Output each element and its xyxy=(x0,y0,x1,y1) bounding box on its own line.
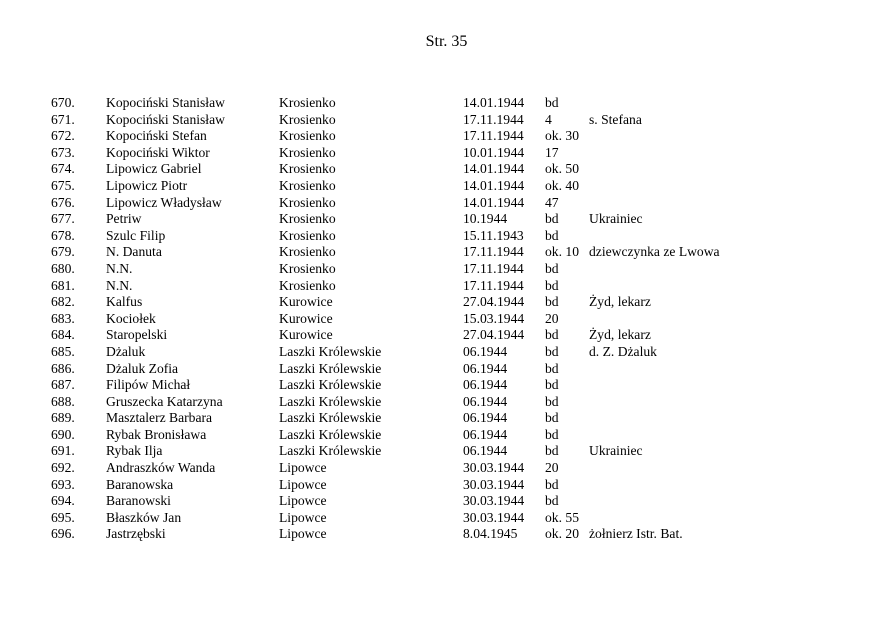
entry-place: Laszki Królewskie xyxy=(279,377,382,393)
entry-row xyxy=(0,112,893,129)
entry-number: 677. xyxy=(51,211,75,227)
entry-number: 676. xyxy=(51,194,75,210)
entry-name: Błaszków Jan xyxy=(106,509,182,525)
page-number: Str. 35 xyxy=(425,33,468,50)
entry-name: Gruszecka Katarzyna xyxy=(106,393,223,409)
entry-name: Lipowicz Gabriel xyxy=(106,161,202,177)
entry-place: Krosienko xyxy=(279,111,336,127)
entry-place: Krosienko xyxy=(279,277,336,293)
entry-date: 17.11.1944 xyxy=(463,111,524,127)
entry-row xyxy=(0,377,893,394)
entry-place: Krosienko xyxy=(279,95,336,110)
entry-name: Baranowska xyxy=(106,476,174,492)
entry-row xyxy=(0,410,893,427)
entry-number: 696. xyxy=(51,526,75,542)
entry-number: 671. xyxy=(51,111,75,127)
entry-date: 30.03.1944 xyxy=(463,493,525,509)
entry-age: ok. 20 xyxy=(545,526,579,542)
entry-date: 30.03.1944 xyxy=(463,476,525,492)
entry-name: Kalfus xyxy=(106,294,143,310)
entry-row xyxy=(0,526,893,543)
entry-place: Laszki Królewskie xyxy=(279,426,382,442)
entry-age: 4 xyxy=(545,111,552,127)
entry-date: 06.1944 xyxy=(463,393,508,409)
entry-age: bd xyxy=(545,426,559,442)
entry-row xyxy=(0,195,893,212)
entry-row xyxy=(0,510,893,527)
entry-place: Krosienko xyxy=(279,161,336,177)
entry-row xyxy=(0,311,893,328)
entry-number: 679. xyxy=(51,244,75,260)
entry-date: 15.11.1943 xyxy=(463,227,524,243)
entry-age: bd xyxy=(545,211,559,227)
entry-name: Kopociński Stefan xyxy=(106,128,207,144)
entry-name: Kopociński Stanisław xyxy=(106,111,225,127)
entry-date: 27.04.1944 xyxy=(463,327,525,343)
entry-date: 30.03.1944 xyxy=(463,460,525,476)
entry-name: Jastrzębski xyxy=(106,526,166,542)
entry-place: Lipowce xyxy=(279,460,327,476)
entry-row xyxy=(0,211,893,228)
entry-row xyxy=(0,344,893,361)
entry-date: 06.1944 xyxy=(463,426,508,442)
entry-place: Krosienko xyxy=(279,211,336,227)
entry-name: Petriw xyxy=(106,211,142,227)
entry-age: bd xyxy=(545,393,559,409)
entry-note: d. Z. Dżaluk xyxy=(589,343,657,359)
entry-row xyxy=(0,361,893,378)
entry-number: 688. xyxy=(51,393,75,409)
entry-row xyxy=(0,278,893,295)
entry-place: Kurowice xyxy=(279,327,333,343)
entry-age: bd xyxy=(545,377,559,393)
entry-date: 06.1944 xyxy=(463,410,508,426)
entry-name: Andraszków Wanda xyxy=(106,460,216,476)
entry-age: bd xyxy=(545,95,559,110)
entry-name: Rybak Ilja xyxy=(106,443,163,459)
entries-list xyxy=(0,95,893,543)
entry-place: Krosienko xyxy=(279,144,336,160)
entry-date: 14.01.1944 xyxy=(463,161,525,177)
entry-number: 672. xyxy=(51,128,75,144)
entry-row xyxy=(0,261,893,278)
entry-row xyxy=(0,460,893,477)
entry-number: 675. xyxy=(51,177,75,193)
entry-row xyxy=(0,228,893,245)
entry-date: 14.01.1944 xyxy=(463,177,525,193)
entry-number: 681. xyxy=(51,277,75,293)
entry-number: 695. xyxy=(51,509,75,525)
entry-place: Kurowice xyxy=(279,310,333,326)
entry-name: Rybak Bronisława xyxy=(106,426,207,442)
entry-date: 06.1944 xyxy=(463,360,508,376)
entry-note: dziewczynka ze Lwowa xyxy=(589,244,720,260)
entry-number: 691. xyxy=(51,443,75,459)
entry-age: 17 xyxy=(545,144,559,160)
entry-number: 685. xyxy=(51,343,75,359)
entry-name: N.N. xyxy=(106,277,133,293)
entry-date: 30.03.1944 xyxy=(463,509,525,525)
entry-place: Lipowce xyxy=(279,509,327,525)
entry-age: ok. 50 xyxy=(545,161,579,177)
entry-date: 06.1944 xyxy=(463,343,508,359)
entry-age: bd xyxy=(545,476,559,492)
entry-number: 689. xyxy=(51,410,75,426)
entry-row xyxy=(0,443,893,460)
entry-place: Krosienko xyxy=(279,260,336,276)
entry-age: bd xyxy=(545,343,559,359)
entry-date: 27.04.1944 xyxy=(463,294,525,310)
entry-name: N. Danuta xyxy=(106,244,162,260)
entry-row xyxy=(0,128,893,145)
entry-place: Laszki Królewskie xyxy=(279,410,382,426)
entry-name: N.N. xyxy=(106,260,133,276)
entry-row xyxy=(0,394,893,411)
entry-note: Żyd, lekarz xyxy=(589,294,651,310)
entry-row xyxy=(0,178,893,195)
entry-age: 20 xyxy=(545,460,559,476)
entry-name: Szulc Filip xyxy=(106,227,166,243)
entry-number: 692. xyxy=(51,460,75,476)
entry-date: 17.11.1944 xyxy=(463,244,524,260)
entry-row xyxy=(0,294,893,311)
entry-number: 680. xyxy=(51,260,75,276)
entry-row xyxy=(0,327,893,344)
entry-age: bd xyxy=(545,227,559,243)
entry-name: Lipowicz Piotr xyxy=(106,177,188,193)
entry-number: 686. xyxy=(51,360,75,376)
entry-row xyxy=(0,145,893,162)
entry-place: Krosienko xyxy=(279,227,336,243)
entry-row xyxy=(0,427,893,444)
entry-number: 687. xyxy=(51,377,75,393)
entry-name: Lipowicz Władysław xyxy=(106,194,222,210)
entry-age: ok. 10 xyxy=(545,244,579,260)
entry-note: Ukrainiec xyxy=(589,211,643,227)
entry-number: 694. xyxy=(51,493,75,509)
entry-age: bd xyxy=(545,327,559,343)
entry-note: s. Stefana xyxy=(589,111,642,127)
entry-age: bd xyxy=(545,410,559,426)
entry-date: 8.04.1945 xyxy=(463,526,518,542)
entry-number: 670. xyxy=(51,95,75,110)
entry-date: 17.11.1944 xyxy=(463,128,524,144)
entry-note: żołnierz Istr. Bat. xyxy=(589,526,683,542)
entry-place: Laszki Królewskie xyxy=(279,343,382,359)
entry-row xyxy=(0,244,893,261)
entry-name: Dżaluk xyxy=(106,343,146,359)
entry-date: 10.1944 xyxy=(463,211,508,227)
entry-age: bd xyxy=(545,260,559,276)
entry-place: Lipowce xyxy=(279,526,327,542)
entry-number: 678. xyxy=(51,227,75,243)
entry-age: bd xyxy=(545,493,559,509)
entry-age: bd xyxy=(545,443,559,459)
entry-number: 683. xyxy=(51,310,75,326)
entry-name: Kociołek xyxy=(106,310,156,326)
entry-name: Staropelski xyxy=(106,327,168,343)
entry-date: 14.01.1944 xyxy=(463,95,525,110)
entry-note: Ukrainiec xyxy=(589,443,643,459)
entry-age: ok. 30 xyxy=(545,128,579,144)
entry-number: 684. xyxy=(51,327,75,343)
entry-number: 693. xyxy=(51,476,75,492)
entry-name: Masztalerz Barbara xyxy=(106,410,213,426)
entry-row xyxy=(0,477,893,494)
entry-row xyxy=(0,493,893,510)
entry-age: ok. 55 xyxy=(545,509,579,525)
entry-place: Lipowce xyxy=(279,493,327,509)
entry-name: Baranowski xyxy=(106,493,171,509)
entry-date: 10.01.1944 xyxy=(463,144,525,160)
entry-age: bd xyxy=(545,277,559,293)
entry-number: 673. xyxy=(51,144,75,160)
entry-age: bd xyxy=(545,360,559,376)
entry-number: 682. xyxy=(51,294,75,310)
entry-age: bd xyxy=(545,294,559,310)
entry-place: Krosienko xyxy=(279,194,336,210)
entry-place: Kurowice xyxy=(279,294,333,310)
entry-name: Filipów Michał xyxy=(106,377,191,393)
entry-place: Krosienko xyxy=(279,177,336,193)
entry-place: Krosienko xyxy=(279,244,336,260)
entry-number: 690. xyxy=(51,426,75,442)
entry-name: Kopociński Stanisław xyxy=(106,95,225,110)
entry-age: 47 xyxy=(545,194,559,210)
entry-date: 15.03.1944 xyxy=(463,310,525,326)
entry-place: Krosienko xyxy=(279,128,336,144)
entry-name: Kopociński Wiktor xyxy=(106,144,210,160)
entry-name: Dżaluk Zofia xyxy=(106,360,179,376)
entry-place: Lipowce xyxy=(279,476,327,492)
entry-row xyxy=(0,95,893,112)
entry-age: 20 xyxy=(545,310,559,326)
entry-note: Żyd, lekarz xyxy=(589,327,651,343)
entry-place: Laszki Królewskie xyxy=(279,443,382,459)
entry-date: 17.11.1944 xyxy=(463,277,524,293)
entry-date: 14.01.1944 xyxy=(463,194,525,210)
entry-place: Laszki Królewskie xyxy=(279,393,382,409)
entry-date: 06.1944 xyxy=(463,377,508,393)
entry-date: 06.1944 xyxy=(463,443,508,459)
entry-row xyxy=(0,161,893,178)
entry-date: 17.11.1944 xyxy=(463,260,524,276)
entry-number: 674. xyxy=(51,161,75,177)
entry-place: Laszki Królewskie xyxy=(279,360,382,376)
entry-age: ok. 40 xyxy=(545,177,579,193)
